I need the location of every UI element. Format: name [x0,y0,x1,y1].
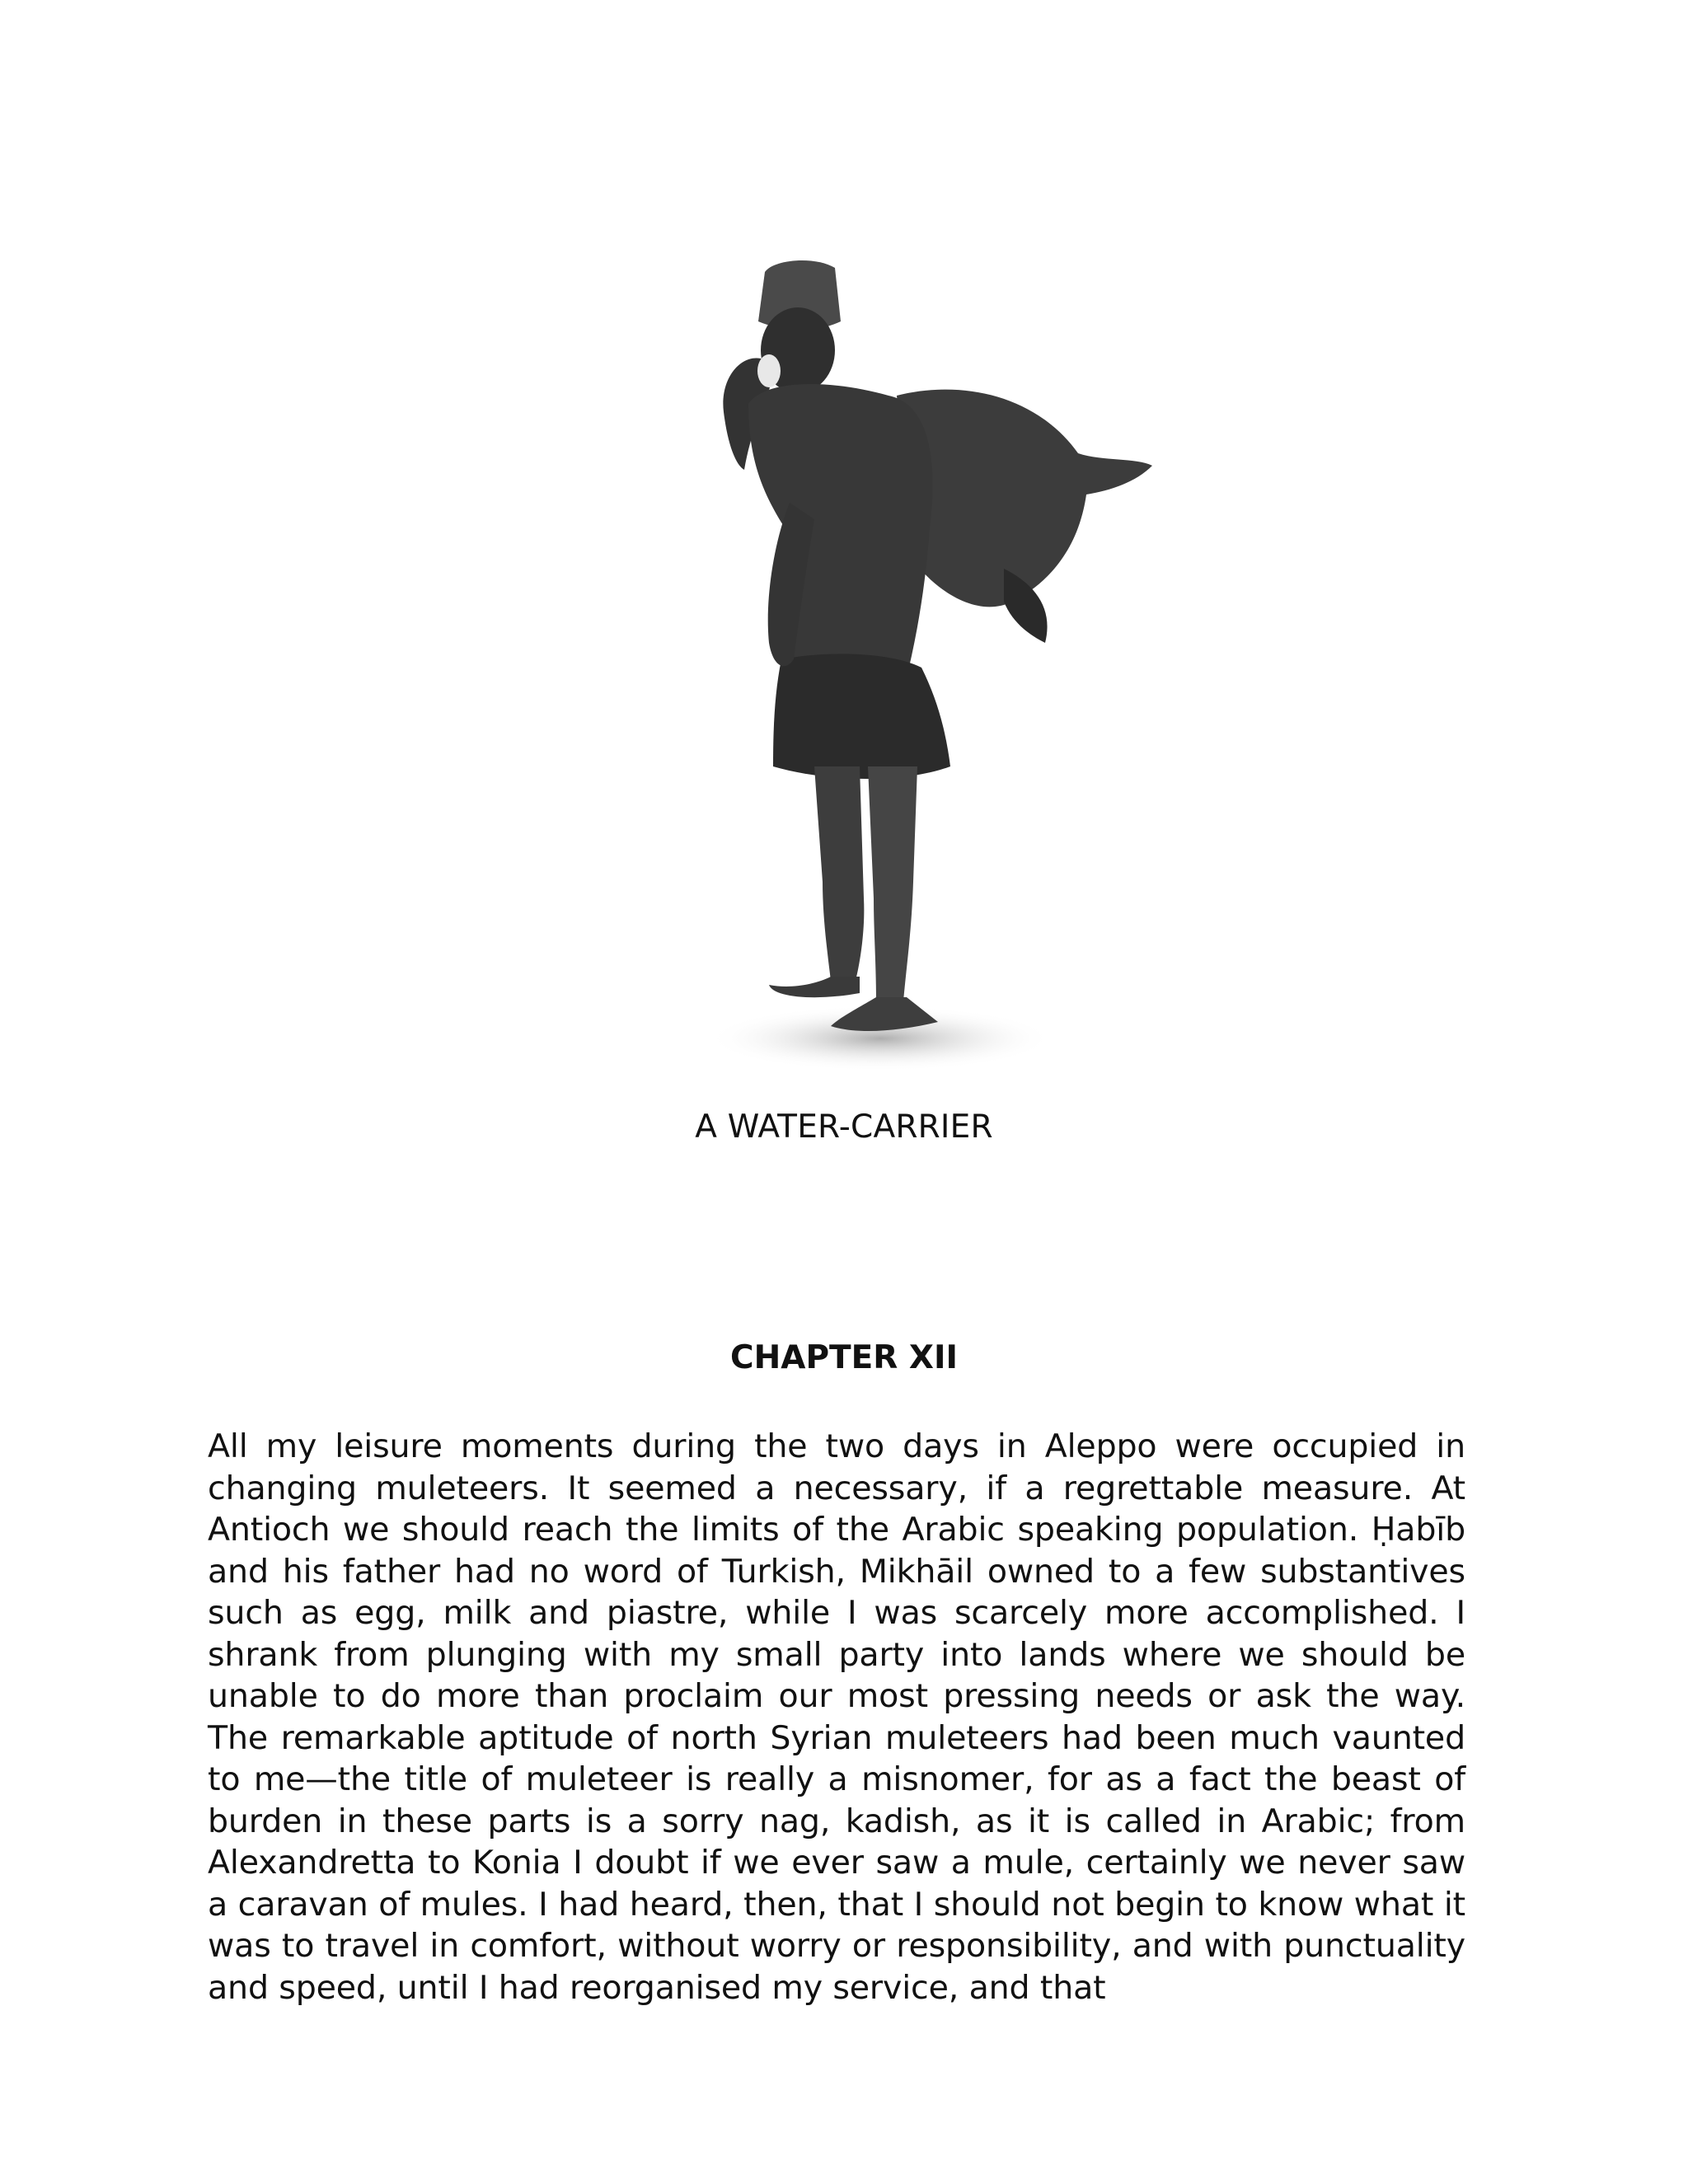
water-carrier-illustration [691,255,1169,1088]
body-paragraph: All my leisure moments during the two days in Aleppo were occupied in changing muleteers. It seemed a necessary, if a regrettable measure. At Antioch we should reach the limits of the Arabic speaking population. Ḥabīb and his father had no word of Turkish, Mikhāil owned to a few substantives such as egg, milk and piastre, while I was scarcely more accomplished. I shrank from plunging with my small party into lands where we should be unable to do more than proclaim our most pressing needs or ask the way. The remarkable aptitude of north Syrian muleteers had been much vaunted to me—the title of muleteer is really a misnomer, for as a fact the beast of burden in these parts is a sorry nag, kadish, as it is called in Arabic; from Alexandretta to Konia I doubt if we ever saw a mule, certainly we never saw a caravan of mules. I had heard, then, that I should not begin to know what it was to travel in comfort, without worry or responsibility, and with punctuality and speed, until I had reorganised my service, and that [208,1427,1465,2007]
figure-caption: A WATER-CARRIER [695,1108,993,1146]
chapter-heading: CHAPTER XII [730,1339,958,1376]
